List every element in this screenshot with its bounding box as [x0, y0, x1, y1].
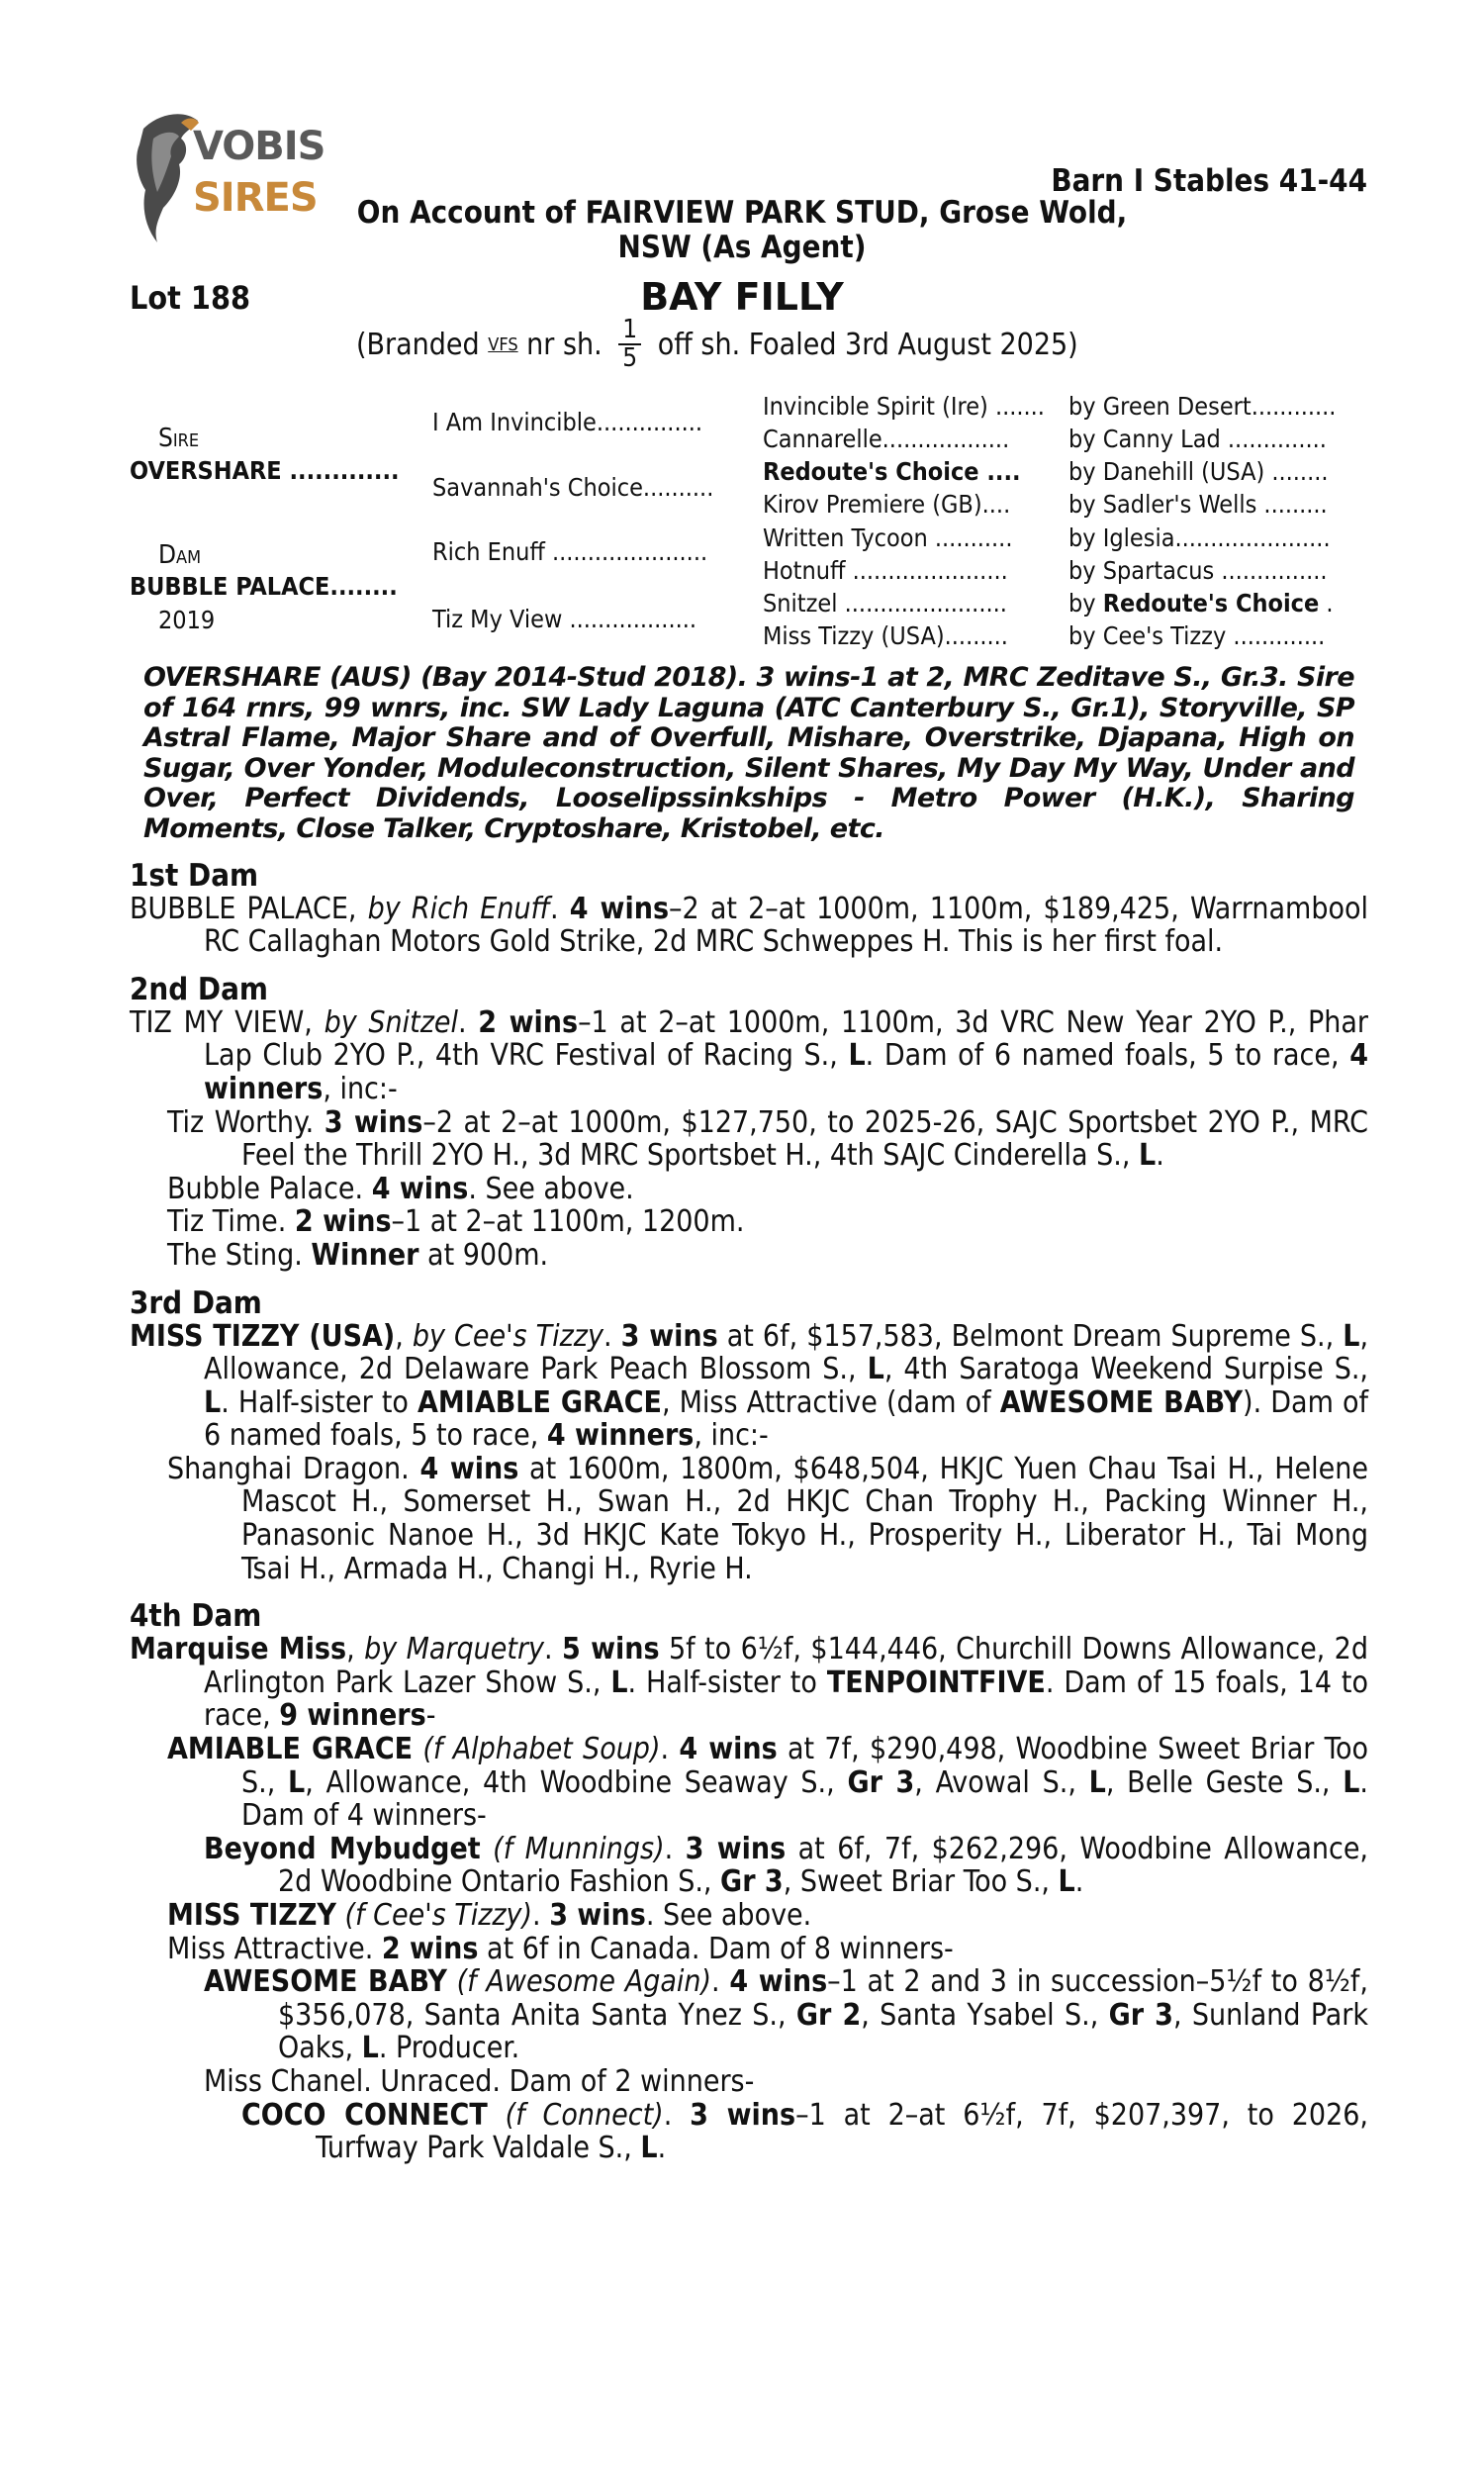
dam2-heading: 2nd Dam	[130, 971, 268, 1007]
dam4-entry	[130, 1633, 1368, 1733]
dam2-foal-2	[130, 1173, 1368, 1206]
punct: .	[603, 1318, 621, 1354]
pedigree-gen4-8: by Cee's Tizzy .............	[1068, 621, 1326, 650]
pedigree-gen4-2: by Canny Lad ..............	[1068, 425, 1327, 453]
dam4-winners: 9 winners	[279, 1698, 426, 1734]
punct: ,	[346, 1632, 365, 1667]
dam4-foal-miss-tizzy	[130, 1899, 1368, 1933]
lot-number: Lot 188	[130, 279, 250, 317]
dam3-rest: , inc:-	[694, 1418, 769, 1454]
foal-wins: 3 wins	[690, 2097, 796, 2133]
dam4-wins: 5 wins	[562, 1632, 660, 1667]
foal-by: (f Awesome Again)	[446, 1964, 712, 2000]
foal-wins: 2 wins	[381, 1931, 479, 1966]
dam2-winners: 4 winners	[204, 1038, 1368, 1106]
foal-name: Bubble Palace.	[167, 1171, 372, 1206]
dam3-foal-1	[130, 1453, 1368, 1585]
foal-rest: . See above.	[645, 1898, 812, 1933]
dam1-by: by Rich Enuff	[367, 891, 551, 926]
foal-rest: .	[1156, 1138, 1164, 1174]
listed-mark: L	[1343, 1318, 1360, 1354]
foal-rest: , Santa Ysabel S.,	[861, 1997, 1109, 2033]
dam4-foal-awesome-baby	[130, 1965, 1368, 2065]
listed-mark: L	[1058, 1864, 1075, 1900]
foal-by: (f Munnings)	[480, 1831, 665, 1866]
dam1-rest: –2 at 2–at 1000m, 1100m, $189,425, Warrnambool RC Callaghan Motors Gold Strike, 2d MRC Schweppes H. This is her first foal.	[204, 891, 1368, 960]
dam4-name: Marquise Miss	[130, 1632, 347, 1667]
dam4-foal-miss-attractive	[130, 1933, 1368, 1966]
foal-rest: .	[1074, 1864, 1084, 1900]
dam3-rest: , 4th Saratoga Weekend Surpise S.,	[883, 1352, 1368, 1387]
foal-by: (f Alphabet Soup)	[413, 1732, 661, 1767]
dam1-entry	[130, 893, 1368, 959]
brand-line	[356, 317, 1078, 380]
by-suffix: .	[1319, 589, 1334, 618]
pedigree-gen4-3: by Danehill (USA) ........	[1068, 457, 1329, 486]
foal-rest: –1 at 2–at 6½f, 7f, $207,397, to 2026, Turfway Park Valdale S.,	[316, 2097, 1368, 2166]
sire-summary: OVERSHARE (AUS) (Bay 2014-Stud 2018). 3 wins-1 at 2, MRC Zeditave S., Gr.3. Sire of 164 rnrs, 99 wnrs, inc. SW Lady Laguna (ATC Canterbury S., Gr.1), Storyville, SP Astral Flame, Major Share and of Overfull, Mishare, Overstrike, Djapana, High on Sugar, Over Yonder, Moduleconstruction, Silent Shares, My Day My Way, Under and Over, Perfect Dividends, Looselipssinkships - Metro Power (H.K.), Sharing Moments, Close Talker, Cryptoshare, Kristobel, etc.	[143, 662, 1354, 844]
pedigree-gen4-7	[1068, 591, 1334, 616]
foal-name: Tiz Worthy.	[167, 1104, 325, 1140]
punct: .	[544, 1632, 563, 1667]
pedigree-gen3-8: Miss Tizzy (USA).........	[763, 621, 1008, 650]
foal-name: Beyond Mybudget	[204, 1831, 481, 1866]
pedigree-gen2-2: Savannah's Choice..........	[432, 473, 714, 502]
brand-fraction	[618, 317, 641, 373]
pedigree-gen4-5: by Iglesia......................	[1068, 523, 1331, 552]
dam-name: BUBBLE PALACE........	[130, 572, 398, 601]
pedigree-gen3-2: Cannarelle..................	[763, 425, 1010, 453]
dam2-rest: , inc:-	[323, 1071, 398, 1106]
pedigree-gen3-4: Kirov Premiere (GB)....	[763, 490, 1011, 519]
dam3-awesome: AWESOME BABY	[999, 1384, 1244, 1420]
foal-name: The Sting.	[167, 1237, 312, 1273]
group-mark: Gr 3	[847, 1764, 915, 1800]
listed-mark: L	[288, 1764, 306, 1800]
dam2-foal-3	[130, 1205, 1368, 1239]
vendor-line-1: On Account of FAIRVIEW PARK STUD, Grose Wold,	[356, 195, 1128, 231]
foal-wins: 4 wins	[679, 1732, 778, 1767]
dam2-foal-1	[130, 1106, 1368, 1173]
listed-mark: L	[204, 1384, 222, 1420]
foal-wins: 4 wins	[419, 1451, 519, 1486]
by-name-bold: Redoute's Choice	[1102, 589, 1320, 618]
foal-rest: . See above.	[468, 1171, 634, 1206]
foal-name: Shanghai Dragon.	[167, 1451, 420, 1486]
dam2-wins: 2 wins	[478, 1004, 579, 1040]
brand-mid: nr sh.	[517, 327, 611, 362]
pedigree-gen2-3: Rich Enuff ......................	[432, 537, 708, 566]
foal-rest: at 6f in Canada. Dam of 8 winners-	[478, 1931, 954, 1966]
dam3-rest: , Miss Attractive (dam of	[661, 1384, 1000, 1420]
punct: .	[550, 891, 570, 926]
foal-wins: 3 wins	[549, 1898, 646, 1933]
foal-rest: , Avowal S.,	[914, 1764, 1089, 1800]
catalogue-body	[130, 663, 1368, 2165]
dam4-rest: -	[425, 1698, 436, 1734]
dam-label: Dam	[158, 540, 202, 570]
pedigree-gen3-1: Invincible Spirit (Ire) .......	[763, 392, 1045, 421]
foal-name: AMIABLE GRACE	[167, 1732, 414, 1767]
fraction-numerator: 1	[618, 317, 641, 345]
punct: .	[532, 1898, 550, 1933]
foal-by: (f Cee's Tizzy)	[335, 1898, 533, 1933]
horse-description: BAY FILLY	[640, 275, 844, 319]
pedigree-gen3-3: Redoute's Choice ....	[763, 457, 1021, 486]
brand-pre: (Branded	[356, 327, 489, 362]
listed-mark: L	[361, 2031, 379, 2066]
pedigree-gen3-6: Hotnuff ......................	[763, 556, 1008, 585]
foal-by: (f Connect)	[487, 2097, 664, 2133]
foal-rest: at 900m.	[418, 1237, 549, 1273]
foal-rest: at 7f, $290,498, Woodbine Sweet Briar Too S.,	[241, 1732, 1369, 1800]
dam4-foal-coco-connect	[130, 2099, 1368, 2165]
dam3-rest: . Half-sister to	[221, 1384, 418, 1420]
pedigree-gen3-5: Written Tycoon ...........	[763, 523, 1013, 552]
foal-rest: at 1600m, 1800m, $648,504, HKJC Yuen Chau Tsai H., Helene Mascot H., Somerset H., Swan H., 2d HKJC Chan Trophy H., Packing Winner H., Panasonic Nanoe H., 3d HKJC Kate Tokyo H., Prosperity H., Liberator H., Tai Mong Tsai H., Armada H., Changi H., Ryrie H.	[241, 1451, 1368, 1586]
dam4-rest: . Half-sister to	[627, 1665, 827, 1700]
dam3-rest: ). Dam of 6 named foals, 5 to race,	[204, 1384, 1369, 1454]
group-mark: Gr 3	[720, 1864, 784, 1900]
group-mark: Gr 3	[1108, 1997, 1173, 2033]
foal-wins: 3 wins	[685, 1831, 787, 1866]
foal-name: MISS TIZZY	[167, 1898, 336, 1933]
dam2-entry	[130, 1006, 1368, 1106]
dam3-by: by Cee's Tizzy	[412, 1318, 603, 1354]
foal-rest: –1 at 2 and 3 in succession–5½f to 8½f, $356,078, Santa Anita Santa Ynez S.,	[278, 1964, 1368, 2033]
sire-name: OVERSHARE .............	[130, 456, 400, 485]
dam1-wins: 4 wins	[569, 891, 670, 926]
foal-rest: , Sweet Briar Too S.,	[783, 1864, 1059, 1900]
dam3-rest: at 6f, $157,583, Belmont Dream Supreme S.,	[717, 1318, 1344, 1354]
foal-rest: at 6f, 7f, $262,296, Woodbine Allowance, 2d Woodbine Ontario Fashion S.,	[278, 1831, 1368, 1900]
dam1-name: BUBBLE PALACE,	[130, 891, 368, 926]
listed-mark: L	[1343, 1764, 1360, 1800]
foal-rest: , Allowance, 4th Woodbine Seaway S.,	[305, 1764, 848, 1800]
listed-mark: L	[848, 1038, 866, 1074]
foal-rest: , Belle Geste S.,	[1105, 1764, 1344, 1800]
punct: .	[664, 1831, 686, 1866]
dam3-name: MISS TIZZY (USA)	[130, 1318, 396, 1354]
vendor-line-2: NSW (As Agent)	[617, 230, 867, 265]
pedigree-gen4-6: by Spartacus ...............	[1068, 556, 1328, 585]
pedigree-gen4-4: by Sadler's Wells .........	[1068, 490, 1328, 519]
foal-wins: 2 wins	[294, 1204, 392, 1240]
dam3-rest: , Allowance, 2d Delaware Park Peach Blossom S.,	[204, 1318, 1369, 1387]
foal-name: Miss Attractive.	[167, 1931, 382, 1966]
foal-rest: . Producer.	[378, 2031, 520, 2066]
by-prefix: by	[1068, 589, 1103, 618]
dam3-winners: 4 winners	[546, 1418, 695, 1454]
punct: .	[663, 2097, 691, 2133]
brand-mark: VFS	[488, 333, 518, 355]
listed-mark: L	[867, 1352, 884, 1387]
dam2-by: by Snitzel	[324, 1004, 458, 1040]
brand-post: off sh. Foaled 3rd August 2025)	[649, 327, 1078, 362]
dam4-foal-miss-chanel: Miss Chanel. Unraced. Dam of 2 winners-	[204, 2063, 755, 2099]
foal-rest: –1 at 2–at 1100m, 1200m.	[391, 1204, 745, 1240]
dam2-foal-4	[130, 1239, 1368, 1273]
pedigree-gen2-4: Tiz My View ..................	[432, 605, 697, 633]
listed-mark: L	[1088, 1764, 1106, 1800]
foal-rest: . Dam of 4 winners-	[241, 1764, 1368, 1834]
foal-name: AWESOME BABY	[204, 1964, 447, 2000]
dam4-rest: 5f to 6½f, $144,446, Churchill Downs Allowance, 2d Arlington Park Lazer Show S.,	[204, 1632, 1368, 1700]
dam4-by: by Marquetry	[364, 1632, 545, 1667]
dam2-rest: –1 at 2–at 1000m, 1100m, 3d VRC New Year 2YO P., Phar Lap Club 2YO P., 4th VRC Festival of Racing S.,	[204, 1004, 1369, 1074]
dam4-sister: TENPOINTFIVE	[826, 1665, 1046, 1700]
fraction-denominator: 5	[622, 343, 638, 374]
pedigree-gen4-1: by Green Desert............	[1068, 392, 1337, 421]
foal-wins: 4 wins	[371, 1171, 469, 1206]
punct: .	[711, 1964, 730, 2000]
foal-rest: .	[657, 2131, 667, 2166]
dam3-wins: 3 wins	[620, 1318, 718, 1354]
barn-location: Barn I Stables 41-44	[1051, 163, 1367, 199]
group-mark: Gr 2	[795, 1997, 862, 2033]
foal-wins: 3 wins	[324, 1104, 423, 1140]
sire-label: Sire	[158, 424, 200, 453]
pedigree-gen2-1: I Am Invincible...............	[432, 408, 703, 436]
foal-wins: 4 wins	[729, 1964, 828, 2000]
punct: .	[660, 1732, 680, 1767]
dam3-entry	[130, 1320, 1368, 1453]
dam3-heading: 3rd Dam	[130, 1285, 262, 1321]
punct: .	[457, 1004, 479, 1040]
dam3-sister: AMIABLE GRACE	[417, 1384, 662, 1420]
dam2-rest: . Dam of 6 named foals, 5 to race,	[865, 1038, 1350, 1074]
logo-text-vobis: VOBIS	[193, 124, 325, 169]
foal-wins: Winner	[311, 1237, 419, 1273]
foal-name: Tiz Time.	[167, 1204, 295, 1240]
pedigree-gen3-7: Snitzel .......................	[763, 589, 1007, 618]
punct: ,	[395, 1318, 413, 1354]
listed-mark: L	[610, 1665, 628, 1700]
listed-mark: L	[1139, 1138, 1157, 1174]
dam-year: 2019	[158, 606, 216, 634]
dam4-heading: 4th Dam	[130, 1598, 262, 1635]
dam4-foal-beyond-mybudget	[130, 1833, 1368, 1899]
foal-name: COCO CONNECT	[241, 2097, 488, 2133]
logo-text-sires: SIRES	[193, 175, 318, 221]
dam4-rest: . Dam of 15 foals, 14 to race,	[204, 1665, 1368, 1734]
dam2-name: TIZ MY VIEW,	[130, 1004, 325, 1040]
foal-rest: , Sunland Park Oaks,	[278, 1997, 1368, 2066]
listed-mark: L	[640, 2131, 658, 2166]
dam4-foal-amiable-grace	[130, 1733, 1368, 1833]
foal-rest: –2 at 2–at 1000m, $127,750, to 2025-26, SAJC Sportsbet 2YO P., MRC Feel the Thrill 2YO H., 3d MRC Sportsbet H., 4th SAJC Cinderella S.,	[241, 1104, 1368, 1174]
dam1-heading: 1st Dam	[130, 857, 259, 894]
